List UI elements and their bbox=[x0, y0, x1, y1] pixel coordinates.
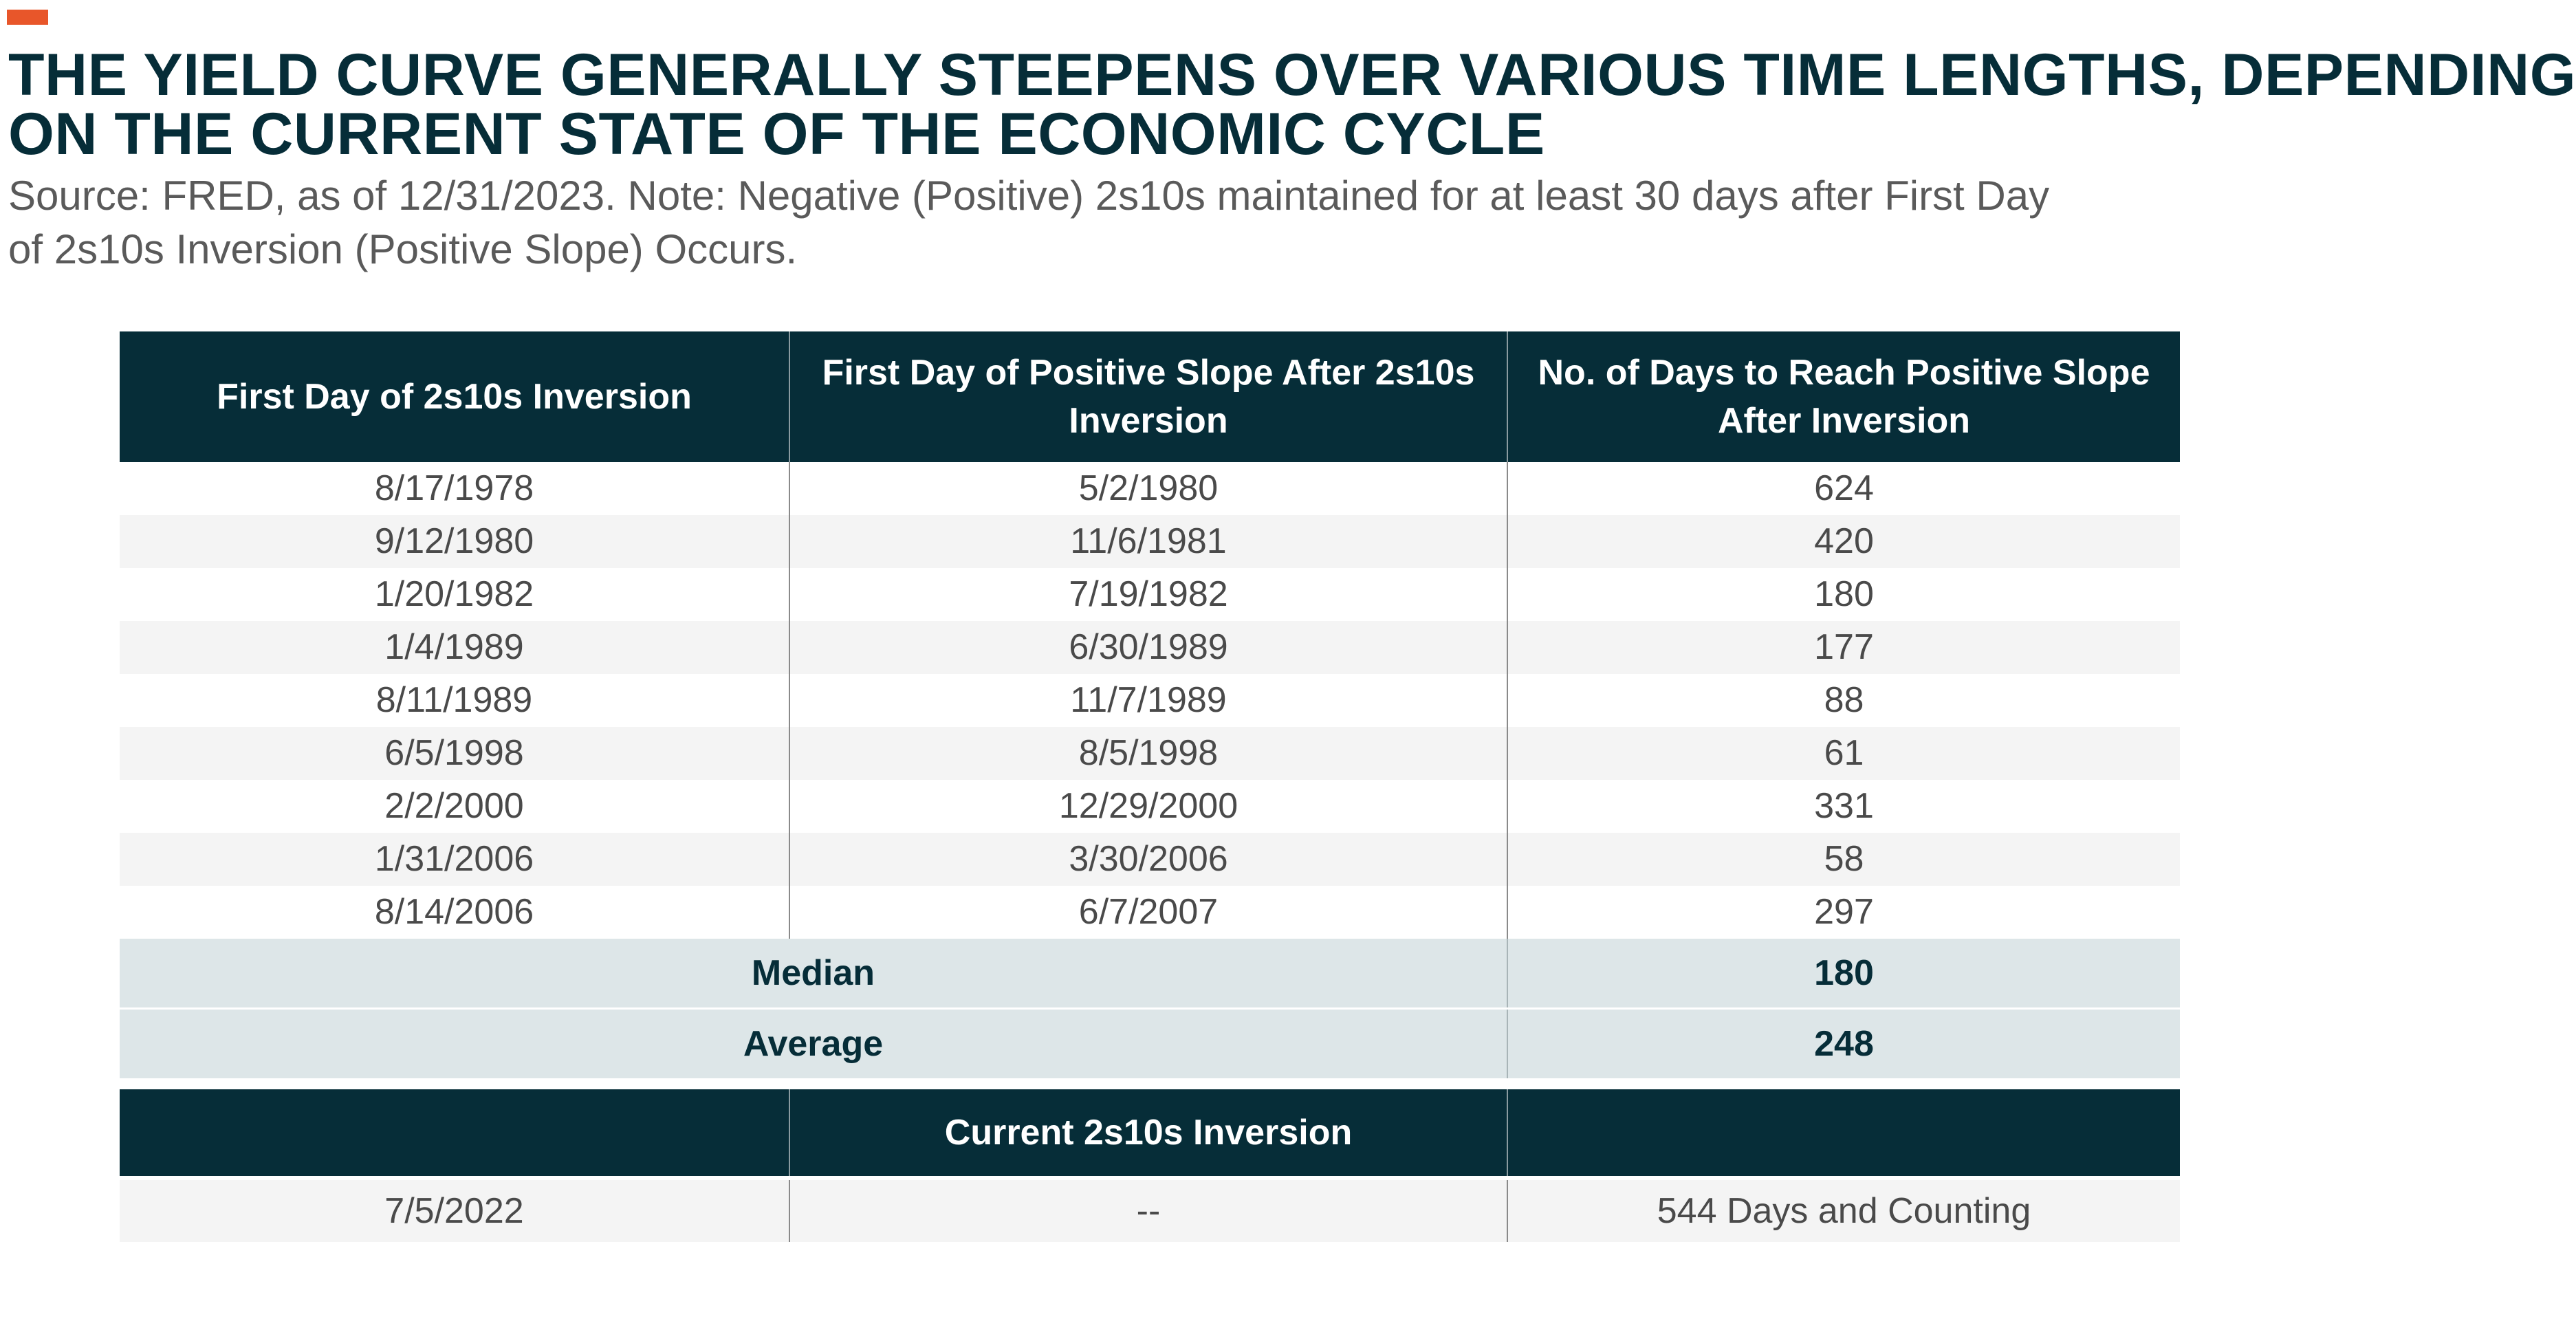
title-line-1: THE YIELD CURVE GENERALLY STEEPENS OVER VARIOUS TIME LENGTHS, DEPENDING bbox=[8, 42, 2576, 108]
cell-positive-date: 8/5/1998 bbox=[789, 727, 1507, 780]
cell-days: 88 bbox=[1507, 674, 2180, 727]
cell-inversion-date: 8/17/1978 bbox=[120, 462, 789, 515]
table-row bbox=[120, 727, 2180, 780]
accent-bar bbox=[7, 10, 48, 25]
current-row bbox=[120, 1178, 2180, 1242]
spacer-row bbox=[120, 1078, 2180, 1089]
cell-inversion-date: 9/12/1980 bbox=[120, 515, 789, 568]
header-first-day-inversion: First Day of 2s10s Inversion bbox=[120, 331, 789, 462]
cell-inversion-date: 1/20/1982 bbox=[120, 568, 789, 621]
average-value: 248 bbox=[1507, 1009, 2180, 1079]
page-title bbox=[8, 42, 2576, 167]
cell-positive-date: 6/7/2007 bbox=[789, 886, 1507, 939]
cell-days: 61 bbox=[1507, 727, 2180, 780]
median-label: Median bbox=[120, 939, 1507, 1009]
average-row bbox=[120, 1009, 2180, 1079]
table-row bbox=[120, 674, 2180, 727]
cell-positive-date: 12/29/2000 bbox=[789, 780, 1507, 833]
cell-inversion-date: 8/11/1989 bbox=[120, 674, 789, 727]
header-row bbox=[120, 331, 2180, 462]
cell-inversion-date: 8/14/2006 bbox=[120, 886, 789, 939]
current-header-blank-right bbox=[1507, 1089, 2180, 1178]
summary-section bbox=[120, 939, 2180, 1078]
current-positive-date: -- bbox=[789, 1178, 1507, 1242]
table-row bbox=[120, 886, 2180, 939]
cell-days: 331 bbox=[1507, 780, 2180, 833]
spacer-cell bbox=[120, 1078, 2180, 1089]
cell-days: 180 bbox=[1507, 568, 2180, 621]
table-row bbox=[120, 568, 2180, 621]
source-note-line-1: Source: FRED, as of 12/31/2023. Note: Negative (Positive) 2s10s maintained for at least 30 days after First Day bbox=[8, 173, 2050, 219]
table-row bbox=[120, 462, 2180, 515]
cell-positive-date: 3/30/2006 bbox=[789, 833, 1507, 886]
title-line-2: ON THE CURRENT STATE OF THE ECONOMIC CYCLE bbox=[8, 101, 1545, 167]
table-row bbox=[120, 780, 2180, 833]
cell-positive-date: 5/2/1980 bbox=[789, 462, 1507, 515]
current-header-row bbox=[120, 1089, 2180, 1178]
table-row bbox=[120, 621, 2180, 674]
source-note-line-2: of 2s10s Inversion (Positive Slope) Occurs. bbox=[8, 226, 798, 272]
header-first-day-positive-slope: First Day of Positive Slope After 2s10s Inversion bbox=[789, 331, 1507, 462]
inversion-table bbox=[120, 331, 2180, 1242]
source-note bbox=[8, 169, 2140, 276]
cell-days: 297 bbox=[1507, 886, 2180, 939]
cell-days: 624 bbox=[1507, 462, 2180, 515]
header-days-to-positive: No. of Days to Reach Positive Slope After Inversion bbox=[1507, 331, 2180, 462]
cell-positive-date: 6/30/1989 bbox=[789, 621, 1507, 674]
cell-days: 177 bbox=[1507, 621, 2180, 674]
current-header-blank-left bbox=[120, 1089, 789, 1178]
cell-inversion-date: 1/4/1989 bbox=[120, 621, 789, 674]
cell-positive-date: 7/19/1982 bbox=[789, 568, 1507, 621]
cell-inversion-date: 1/31/2006 bbox=[120, 833, 789, 886]
table-row bbox=[120, 515, 2180, 568]
current-inversion-header: Current 2s10s Inversion bbox=[789, 1089, 1507, 1178]
table-body bbox=[120, 462, 2180, 939]
cell-inversion-date: 2/2/2000 bbox=[120, 780, 789, 833]
current-days-counting: 544 Days and Counting bbox=[1507, 1178, 2180, 1242]
cell-positive-date: 11/6/1981 bbox=[789, 515, 1507, 568]
current-inversion-date: 7/5/2022 bbox=[120, 1178, 789, 1242]
cell-positive-date: 11/7/1989 bbox=[789, 674, 1507, 727]
average-label: Average bbox=[120, 1009, 1507, 1079]
median-row bbox=[120, 939, 2180, 1009]
table-row bbox=[120, 833, 2180, 886]
cell-inversion-date: 6/5/1998 bbox=[120, 727, 789, 780]
median-value: 180 bbox=[1507, 939, 2180, 1009]
current-inversion-section bbox=[120, 1089, 2180, 1242]
cell-days: 58 bbox=[1507, 833, 2180, 886]
table-spacer bbox=[120, 1078, 2180, 1089]
cell-days: 420 bbox=[1507, 515, 2180, 568]
table-header bbox=[120, 331, 2180, 462]
